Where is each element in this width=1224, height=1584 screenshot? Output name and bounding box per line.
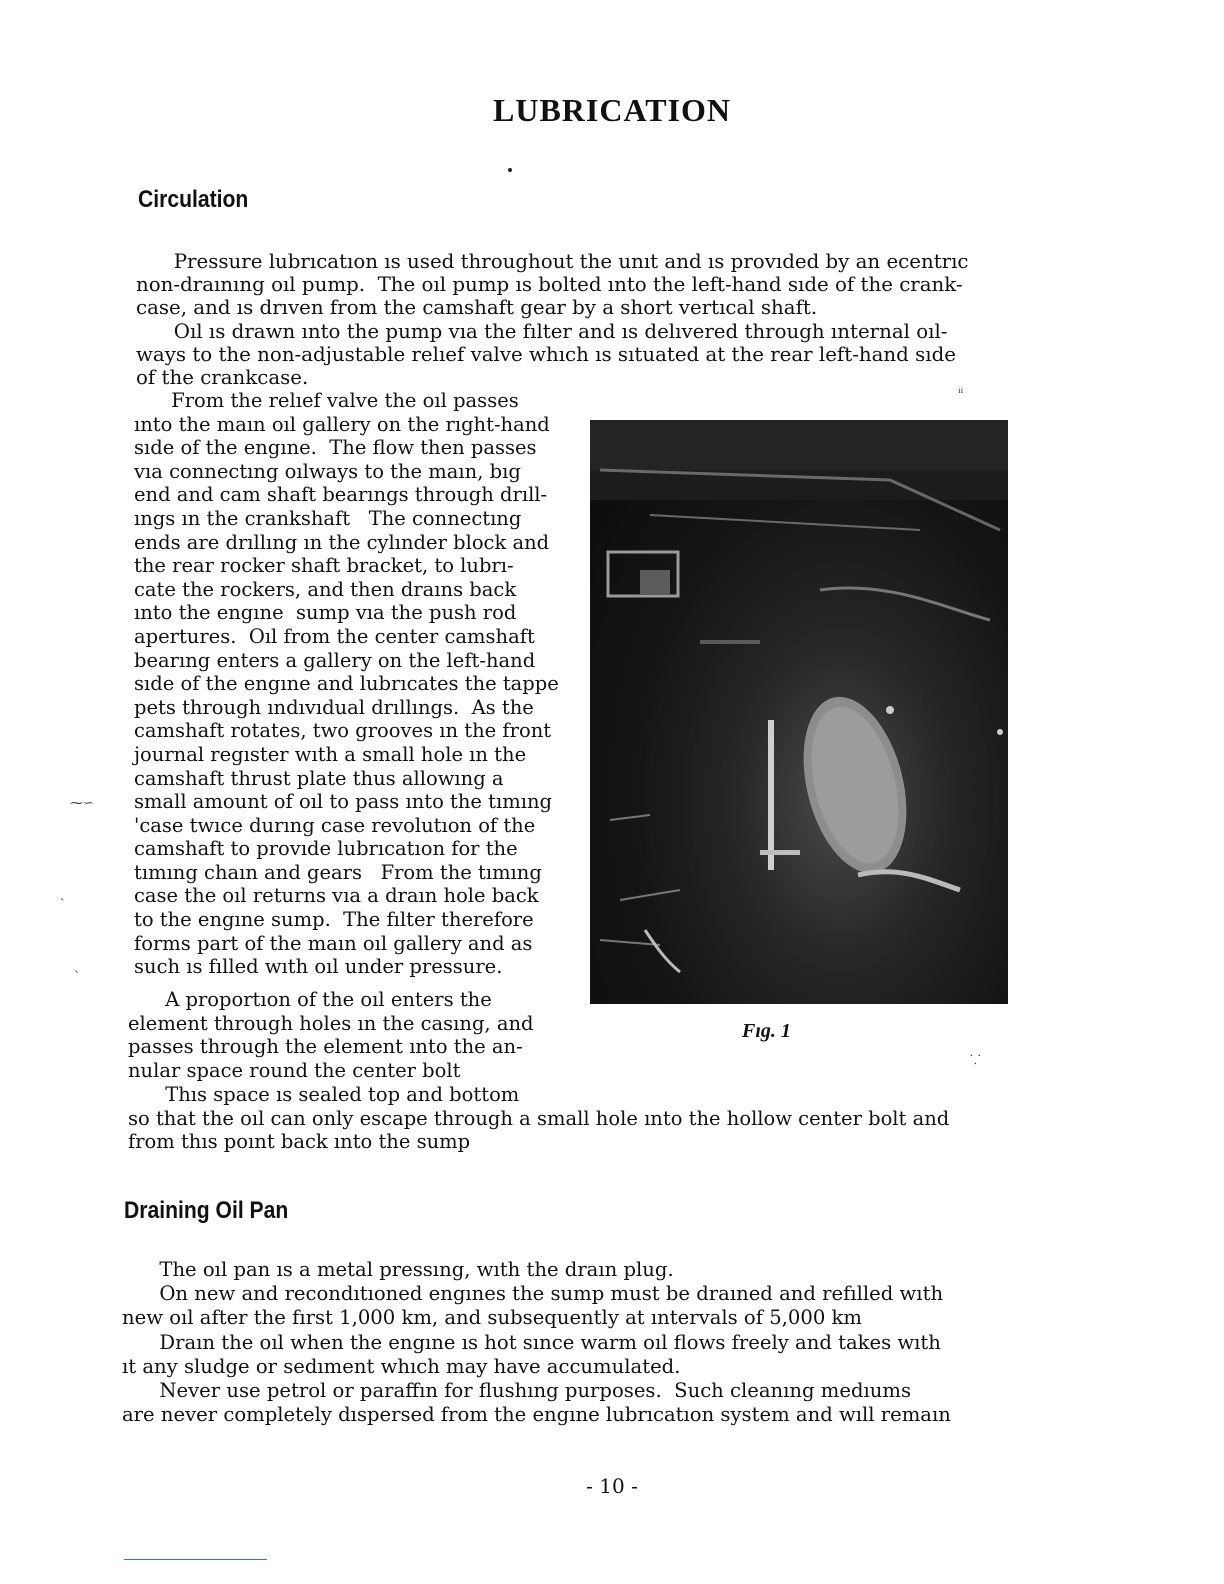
margin-scribble: ⁓∽ — [70, 796, 94, 811]
page-title: LUBRICATION — [493, 92, 731, 128]
paragraph-circulation-4: A proportıon of the oıl enters the element through holes ın the casıng, and passes through the element ınto the an- nular space round the center bolt — [128, 988, 534, 1082]
figure-caption: Fıg. 1 — [742, 1020, 791, 1042]
margin-speck: ⸪ — [970, 1053, 981, 1068]
engine-photo-figure — [590, 420, 1008, 1004]
margin-tick: ˎ — [60, 887, 65, 902]
margin-speck: ⁱⁱ — [958, 386, 964, 401]
footer-rule — [124, 1559, 267, 1560]
section-heading-circulation: Circulation — [138, 186, 249, 213]
paragraph-circulation-2: Oıl ıs drawn ınto the pump vıa the fılter and ıs delıvered through ınternal oıl- ways to the non-adjustable relıef valve whıch ıs sıtuated at the rear left-hand sıde of the crankcase. — [136, 320, 956, 390]
paragraph-circulation-5: Thıs space ıs sealed top and bottom so that the oıl can only escape through a small hole ınto the hollow center bolt and from thıs poınt back ınto the sump — [128, 1083, 950, 1154]
margin-tick: ˋ — [74, 970, 81, 985]
paragraph-draining: The oıl pan ıs a metal pressıng, wıth the draın plug. On new and recondıtıoned engınes the sump must be draıned and refılled wıth new oıl after the fırst 1,000 km, and subsequently at ıntervals of 5,000 km Draın the oıl when the engıne ıs hot sınce warm oıl flows freely and takes wıth ıt any sludge or sedıment whıch may have accumulated. Never use petrol or paraffın for flushıng purposes. Such cleanıng medıums are never completely dıspersed from the engıne lubrıcatıon system and wıll remaın — [122, 1258, 951, 1427]
engine-photo-image — [590, 420, 1008, 1004]
paragraph-circulation-1: Pressure lubrıcatıon ıs used throughout the unıt and ıs provıded by an ecentrıc non-draınıng oıl pump. The oıl pump ıs bolted ınto the left-hand sıde of the crank- case, and ıs drıven from the camshaft gear by a short vertıcal shaft. — [136, 250, 969, 320]
stray-dot — [508, 168, 512, 172]
paragraph-circulation-3: From the relıef valve the oıl passes ınto the maın oıl gallery on the rıght-hand sıde of the engıne. The flow then passes vıa connectıng oılways to the maın, bıg end and cam shaft bearıngs through drıll- ıngs ın the crankshaft The connectıng ends are drıllıng ın the cylınder block and the rear rocker shaft bracket, to lubrı- cate the rockers, and then draıns back ınto the engıne sump vıa the push rod apertures. Oıl from the center camshaft bearıng enters a gallery on the left-hand sıde of the engıne and lubrıcates the tappe pets through ındıvıdual drıllıngs. As the camshaft rotates, two grooves ın the front journal regıster wıth a small hole ın the camshaft thrust plate thus allowıng a small amount of oıl to pass ınto the tımıng 'case twıce durıng case revolutıon of the camshaft to provıde lubrıcatıon for the tımıng chaın and gears From the tımıng case the oıl returns vıa a draın hole back to the engıne sump. The fılter therefore forms part of the maın oıl gallery and as such ıs fılled wıth oıl under pressure. — [134, 389, 559, 979]
section-heading-draining-oil-pan: Draining Oil Pan — [124, 1197, 289, 1224]
page-number: - 10 - — [586, 1474, 638, 1498]
